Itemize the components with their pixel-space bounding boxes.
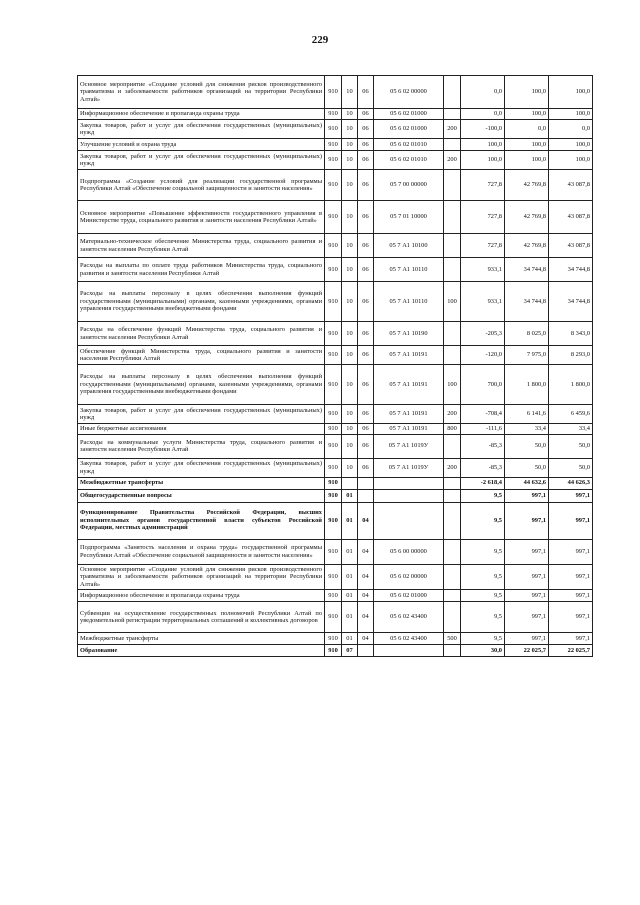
table-row bbox=[78, 602, 593, 633]
budget-table bbox=[77, 75, 593, 657]
cell-csr bbox=[374, 489, 444, 502]
cell-v1: 933,1 bbox=[461, 282, 505, 322]
cell-csr: 05 6 02 43400 bbox=[374, 602, 444, 633]
cell-name: Улучшение условий и охрана труда bbox=[78, 139, 325, 151]
cell-vr bbox=[444, 489, 461, 502]
cell-name: Информационное обеспечение и пропаганда охраны труда bbox=[78, 590, 325, 602]
cell-vr bbox=[444, 502, 461, 539]
cell-v1: 700,0 bbox=[461, 365, 505, 405]
cell-pr bbox=[358, 489, 374, 502]
cell-v3: 997,1 bbox=[549, 564, 593, 590]
cell-v1: 727,8 bbox=[461, 234, 505, 258]
cell-rz bbox=[342, 477, 358, 489]
cell-name: Расходы на обеспечение функций Министерства труда, социального развития и занятости населения Республики Алтай bbox=[78, 322, 325, 346]
cell-grbs: 910 bbox=[325, 76, 342, 109]
table-row bbox=[78, 346, 593, 365]
cell-vr bbox=[444, 645, 461, 657]
cell-v3: 44 626,3 bbox=[549, 477, 593, 489]
cell-rz: 10 bbox=[342, 234, 358, 258]
cell-v2: 8 025,0 bbox=[505, 322, 549, 346]
cell-vr bbox=[444, 322, 461, 346]
cell-csr: 05 6 02 00000 bbox=[374, 76, 444, 109]
cell-grbs: 910 bbox=[325, 539, 342, 564]
cell-grbs: 910 bbox=[325, 602, 342, 633]
cell-rz: 10 bbox=[342, 201, 358, 234]
cell-grbs: 910 bbox=[325, 434, 342, 458]
table-row bbox=[78, 645, 593, 657]
cell-csr: 05 6 02 01000 bbox=[374, 109, 444, 120]
cell-grbs: 910 bbox=[325, 234, 342, 258]
cell-csr: 05 6 02 00000 bbox=[374, 564, 444, 590]
cell-v2: 6 141,6 bbox=[505, 405, 549, 424]
table-row bbox=[78, 489, 593, 502]
cell-v3: 34 744,8 bbox=[549, 258, 593, 282]
cell-v3: 997,1 bbox=[549, 590, 593, 602]
table-row bbox=[78, 109, 593, 120]
cell-rz: 07 bbox=[342, 645, 358, 657]
cell-rz: 10 bbox=[342, 258, 358, 282]
cell-name: Расходы на коммунальные услуги Министерства труда, социального развития и занятости населения Республики Алтай bbox=[78, 434, 325, 458]
table-row bbox=[78, 502, 593, 539]
cell-grbs: 910 bbox=[325, 458, 342, 477]
cell-rz: 01 bbox=[342, 489, 358, 502]
cell-pr: 04 bbox=[358, 502, 374, 539]
cell-csr bbox=[374, 645, 444, 657]
cell-rz: 10 bbox=[342, 405, 358, 424]
cell-v1: 9,5 bbox=[461, 564, 505, 590]
cell-rz: 01 bbox=[342, 602, 358, 633]
cell-name: Закупка товаров, работ и услуг для обеспечения государственных (муниципальных) нужд bbox=[78, 120, 325, 139]
cell-rz: 10 bbox=[342, 151, 358, 170]
cell-pr: 06 bbox=[358, 458, 374, 477]
cell-v1: -708,4 bbox=[461, 405, 505, 424]
cell-rz: 10 bbox=[342, 282, 358, 322]
cell-rz: 10 bbox=[342, 109, 358, 120]
table-row bbox=[78, 139, 593, 151]
cell-name: Функционирование Правительства Российской Федерации, высших исполнительных органов государственной власти субъектов Российской Федерации, местных администраций bbox=[78, 502, 325, 539]
cell-name: Закупка товаров, работ и услуг для обеспечения государственных (муниципальных) нужд bbox=[78, 405, 325, 424]
cell-vr bbox=[444, 539, 461, 564]
cell-vr bbox=[444, 170, 461, 201]
cell-v3: 100,0 bbox=[549, 139, 593, 151]
cell-grbs: 910 bbox=[325, 151, 342, 170]
cell-v3: 50,0 bbox=[549, 458, 593, 477]
cell-csr: 05 6 02 01010 bbox=[374, 139, 444, 151]
cell-pr: 06 bbox=[358, 405, 374, 424]
cell-v2: 100,0 bbox=[505, 76, 549, 109]
cell-csr: 05 6 02 01000 bbox=[374, 120, 444, 139]
table-row bbox=[78, 633, 593, 645]
cell-vr bbox=[444, 76, 461, 109]
cell-v3: 0,0 bbox=[549, 120, 593, 139]
cell-pr: 06 bbox=[358, 139, 374, 151]
cell-vr bbox=[444, 434, 461, 458]
cell-rz: 10 bbox=[342, 120, 358, 139]
cell-v1: -205,3 bbox=[461, 322, 505, 346]
cell-name: Образование bbox=[78, 645, 325, 657]
cell-vr bbox=[444, 201, 461, 234]
cell-vr: 200 bbox=[444, 151, 461, 170]
cell-v1: 100,0 bbox=[461, 139, 505, 151]
cell-vr: 200 bbox=[444, 458, 461, 477]
cell-v2: 997,1 bbox=[505, 602, 549, 633]
cell-rz: 10 bbox=[342, 434, 358, 458]
cell-grbs: 910 bbox=[325, 564, 342, 590]
cell-vr: 200 bbox=[444, 405, 461, 424]
cell-v1: -120,0 bbox=[461, 346, 505, 365]
cell-v1: -2 618,4 bbox=[461, 477, 505, 489]
cell-csr: 05 7 01 10000 bbox=[374, 201, 444, 234]
cell-pr: 06 bbox=[358, 424, 374, 435]
cell-grbs: 910 bbox=[325, 109, 342, 120]
cell-vr: 800 bbox=[444, 424, 461, 435]
cell-v2: 0,0 bbox=[505, 120, 549, 139]
cell-grbs: 910 bbox=[325, 365, 342, 405]
cell-vr bbox=[444, 139, 461, 151]
cell-v3: 8 293,0 bbox=[549, 346, 593, 365]
cell-v2: 100,0 bbox=[505, 109, 549, 120]
cell-v2: 42 769,8 bbox=[505, 201, 549, 234]
cell-pr: 06 bbox=[358, 120, 374, 139]
cell-v1: 0,0 bbox=[461, 76, 505, 109]
cell-v2: 997,1 bbox=[505, 633, 549, 645]
table-row bbox=[78, 76, 593, 109]
cell-name: Субвенции на осуществление государственных полномочий Республики Алтай по уведомительной регистрации территориальных соглашений и коллективных договоров bbox=[78, 602, 325, 633]
cell-v1: 9,5 bbox=[461, 590, 505, 602]
cell-grbs: 910 bbox=[325, 139, 342, 151]
cell-grbs: 910 bbox=[325, 170, 342, 201]
cell-pr: 06 bbox=[358, 234, 374, 258]
cell-v3: 8 343,0 bbox=[549, 322, 593, 346]
table-body bbox=[78, 76, 593, 657]
cell-v1: 0,0 bbox=[461, 109, 505, 120]
cell-name: Материально-техническое обеспечение Министерства труда, социального развития и занятости населения Республики Алтай bbox=[78, 234, 325, 258]
cell-pr: 06 bbox=[358, 151, 374, 170]
cell-pr: 04 bbox=[358, 590, 374, 602]
table-row bbox=[78, 201, 593, 234]
cell-grbs: 910 bbox=[325, 405, 342, 424]
cell-v3: 6 459,6 bbox=[549, 405, 593, 424]
cell-rz: 10 bbox=[342, 170, 358, 201]
cell-grbs: 910 bbox=[325, 477, 342, 489]
cell-pr: 06 bbox=[358, 258, 374, 282]
cell-grbs: 910 bbox=[325, 120, 342, 139]
cell-rz: 01 bbox=[342, 539, 358, 564]
cell-grbs: 910 bbox=[325, 502, 342, 539]
cell-v2: 997,1 bbox=[505, 539, 549, 564]
cell-v1: -111,6 bbox=[461, 424, 505, 435]
cell-csr: 05 7 А1 10110 bbox=[374, 282, 444, 322]
cell-vr bbox=[444, 346, 461, 365]
cell-csr: 05 6 02 01010 bbox=[374, 151, 444, 170]
cell-rz: 10 bbox=[342, 139, 358, 151]
table-row bbox=[78, 322, 593, 346]
page-number: 229 bbox=[311, 34, 329, 46]
cell-name: Обеспечение функций Министерства труда, социального развития и занятости населения Республики Алтай bbox=[78, 346, 325, 365]
cell-v3: 997,1 bbox=[549, 602, 593, 633]
cell-v2: 34 744,8 bbox=[505, 282, 549, 322]
cell-vr bbox=[444, 258, 461, 282]
table-row bbox=[78, 234, 593, 258]
cell-v1: 9,5 bbox=[461, 489, 505, 502]
cell-name: Подпрограмма «Занятость населения и охрана труда» государственной программы Республики Алтай «Обеспечение социальной защищенности и занятости населения» bbox=[78, 539, 325, 564]
cell-v2: 997,1 bbox=[505, 489, 549, 502]
cell-v2: 100,0 bbox=[505, 151, 549, 170]
cell-rz: 01 bbox=[342, 633, 358, 645]
cell-vr: 100 bbox=[444, 282, 461, 322]
cell-csr: 05 6 00 00000 bbox=[374, 539, 444, 564]
cell-name: Межбюджетные трансферты bbox=[78, 633, 325, 645]
cell-pr: 06 bbox=[358, 109, 374, 120]
table-row bbox=[78, 258, 593, 282]
table-row bbox=[78, 282, 593, 322]
table-row bbox=[78, 170, 593, 201]
cell-v3: 34 744,8 bbox=[549, 282, 593, 322]
cell-v1: 30,0 bbox=[461, 645, 505, 657]
cell-csr bbox=[374, 502, 444, 539]
cell-csr: 05 6 02 43400 bbox=[374, 633, 444, 645]
cell-csr: 05 7 А1 10191 bbox=[374, 346, 444, 365]
cell-v3: 33,4 bbox=[549, 424, 593, 435]
cell-v2: 997,1 bbox=[505, 502, 549, 539]
cell-vr bbox=[444, 234, 461, 258]
cell-csr: 05 7 А1 10100 bbox=[374, 234, 444, 258]
cell-vr bbox=[444, 602, 461, 633]
cell-v2: 44 632,6 bbox=[505, 477, 549, 489]
cell-pr: 04 bbox=[358, 564, 374, 590]
cell-rz: 01 bbox=[342, 590, 358, 602]
cell-vr bbox=[444, 564, 461, 590]
cell-v3: 100,0 bbox=[549, 151, 593, 170]
cell-name: Основное мероприятие «Создание условий для снижения рисков производственного травматизма и заболеваемости работников организаций на территории Республики Алтай» bbox=[78, 564, 325, 590]
cell-name: Общегосударственные вопросы bbox=[78, 489, 325, 502]
cell-v1: 933,1 bbox=[461, 258, 505, 282]
cell-rz: 10 bbox=[342, 458, 358, 477]
cell-grbs: 910 bbox=[325, 590, 342, 602]
cell-v2: 50,0 bbox=[505, 458, 549, 477]
cell-v1: 9,5 bbox=[461, 633, 505, 645]
cell-pr: 06 bbox=[358, 201, 374, 234]
cell-v2: 33,4 bbox=[505, 424, 549, 435]
cell-name: Иные бюджетные ассигнования bbox=[78, 424, 325, 435]
cell-pr: 06 bbox=[358, 282, 374, 322]
cell-csr: 05 7 А1 10191 bbox=[374, 365, 444, 405]
cell-v3: 1 800,0 bbox=[549, 365, 593, 405]
cell-csr: 05 7 А1 10191 bbox=[374, 424, 444, 435]
cell-v2: 1 800,0 bbox=[505, 365, 549, 405]
table-row bbox=[78, 539, 593, 564]
cell-csr: 05 7 А1 1019У bbox=[374, 434, 444, 458]
table-row bbox=[78, 564, 593, 590]
cell-v1: 9,5 bbox=[461, 502, 505, 539]
cell-grbs: 910 bbox=[325, 322, 342, 346]
cell-rz: 10 bbox=[342, 424, 358, 435]
cell-csr: 05 7 А1 1019У bbox=[374, 458, 444, 477]
cell-name: Межбюджетные трансферты bbox=[78, 477, 325, 489]
cell-name: Расходы на выплаты персоналу в целях обеспечения выполнения функций государственными (муниципальными) органами, казенными учреждениями, органами управления государственными внебюджетными фондами bbox=[78, 282, 325, 322]
cell-csr: 05 7 00 00000 bbox=[374, 170, 444, 201]
cell-v2: 50,0 bbox=[505, 434, 549, 458]
cell-v3: 43 087,8 bbox=[549, 170, 593, 201]
cell-v1: 9,5 bbox=[461, 602, 505, 633]
cell-name: Информационное обеспечение и пропаганда охраны труда bbox=[78, 109, 325, 120]
cell-grbs: 910 bbox=[325, 424, 342, 435]
cell-v2: 42 769,8 bbox=[505, 234, 549, 258]
cell-pr bbox=[358, 645, 374, 657]
cell-pr bbox=[358, 477, 374, 489]
cell-v2: 22 025,7 bbox=[505, 645, 549, 657]
cell-csr: 05 7 А1 10191 bbox=[374, 405, 444, 424]
cell-v1: 727,8 bbox=[461, 170, 505, 201]
cell-v2: 997,1 bbox=[505, 590, 549, 602]
cell-v3: 997,1 bbox=[549, 633, 593, 645]
table-row bbox=[78, 120, 593, 139]
cell-rz: 10 bbox=[342, 76, 358, 109]
cell-v2: 42 769,8 bbox=[505, 170, 549, 201]
cell-v3: 43 087,8 bbox=[549, 201, 593, 234]
cell-name: Основное мероприятие «Повышение эффективности государственного управления в Министерстве труда, социального развития и занятости населения Республики Алтай» bbox=[78, 201, 325, 234]
cell-pr: 06 bbox=[358, 170, 374, 201]
cell-name: Основное мероприятие «Создание условий для снижения рисков производственного травматизма и заболеваемости работников организаций на территории Республики Алтай» bbox=[78, 76, 325, 109]
cell-v3: 22 025,7 bbox=[549, 645, 593, 657]
cell-v1: -85,3 bbox=[461, 458, 505, 477]
cell-csr: 05 7 А1 10110 bbox=[374, 258, 444, 282]
table-row bbox=[78, 477, 593, 489]
cell-grbs: 910 bbox=[325, 201, 342, 234]
cell-grbs: 910 bbox=[325, 346, 342, 365]
table-row bbox=[78, 405, 593, 424]
cell-v2: 997,1 bbox=[505, 564, 549, 590]
cell-v1: -85,3 bbox=[461, 434, 505, 458]
cell-pr: 06 bbox=[358, 76, 374, 109]
cell-v1: 100,0 bbox=[461, 151, 505, 170]
cell-pr: 04 bbox=[358, 602, 374, 633]
cell-v2: 7 975,0 bbox=[505, 346, 549, 365]
cell-name: Закупка товаров, работ и услуг для обеспечения государственных (муниципальных) нужд bbox=[78, 458, 325, 477]
cell-grbs: 910 bbox=[325, 489, 342, 502]
table-row bbox=[78, 151, 593, 170]
cell-pr: 06 bbox=[358, 365, 374, 405]
cell-name: Подпрограмма «Создание условий для реализации государственной программы Республики Алтай «Обеспечение социальной защищенности и занятости населения» bbox=[78, 170, 325, 201]
cell-v2: 100,0 bbox=[505, 139, 549, 151]
cell-vr: 500 bbox=[444, 633, 461, 645]
cell-name: Закупка товаров, работ и услуг для обеспечения государственных (муниципальных) нужд bbox=[78, 151, 325, 170]
cell-pr: 06 bbox=[358, 346, 374, 365]
cell-csr: 05 7 А1 10190 bbox=[374, 322, 444, 346]
cell-rz: 10 bbox=[342, 365, 358, 405]
cell-pr: 06 bbox=[358, 322, 374, 346]
cell-pr: 06 bbox=[358, 434, 374, 458]
table-row bbox=[78, 458, 593, 477]
cell-name: Расходы на выплаты по оплате труда работников Министерства труда, социального развития и занятости населения Республики Алтай bbox=[78, 258, 325, 282]
cell-v3: 997,1 bbox=[549, 502, 593, 539]
table-row bbox=[78, 434, 593, 458]
cell-rz: 01 bbox=[342, 502, 358, 539]
cell-v1: 727,8 bbox=[461, 201, 505, 234]
cell-v1: 9,5 bbox=[461, 539, 505, 564]
cell-v3: 997,1 bbox=[549, 489, 593, 502]
cell-v3: 100,0 bbox=[549, 109, 593, 120]
cell-rz: 01 bbox=[342, 564, 358, 590]
cell-vr: 200 bbox=[444, 120, 461, 139]
cell-v3: 43 087,8 bbox=[549, 234, 593, 258]
cell-rz: 10 bbox=[342, 322, 358, 346]
cell-vr bbox=[444, 590, 461, 602]
cell-csr: 05 6 02 01000 bbox=[374, 590, 444, 602]
cell-grbs: 910 bbox=[325, 633, 342, 645]
cell-v3: 100,0 bbox=[549, 76, 593, 109]
cell-vr bbox=[444, 109, 461, 120]
cell-v1: -100,0 bbox=[461, 120, 505, 139]
table-row bbox=[78, 424, 593, 435]
cell-v2: 34 744,8 bbox=[505, 258, 549, 282]
cell-v3: 50,0 bbox=[549, 434, 593, 458]
cell-v3: 997,1 bbox=[549, 539, 593, 564]
table-row bbox=[78, 590, 593, 602]
cell-grbs: 910 bbox=[325, 282, 342, 322]
cell-grbs: 910 bbox=[325, 258, 342, 282]
cell-vr bbox=[444, 477, 461, 489]
cell-pr: 04 bbox=[358, 539, 374, 564]
cell-vr: 100 bbox=[444, 365, 461, 405]
cell-rz: 10 bbox=[342, 346, 358, 365]
cell-grbs: 910 bbox=[325, 645, 342, 657]
table-row bbox=[78, 365, 593, 405]
cell-name: Расходы на выплаты персоналу в целях обеспечения выполнения функций государственными (муниципальными) органами, казенными учреждениями, органами управления государственными внебюджетными фондами bbox=[78, 365, 325, 405]
cell-csr bbox=[374, 477, 444, 489]
cell-pr: 04 bbox=[358, 633, 374, 645]
